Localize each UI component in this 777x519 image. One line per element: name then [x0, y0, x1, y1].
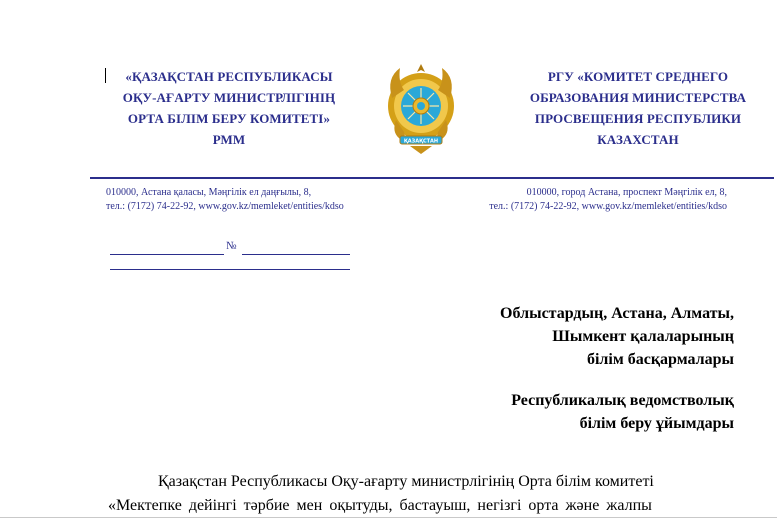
header-left-line: ОРТА БІЛІМ БЕРУ КОМИТЕТІ» [127, 111, 331, 126]
addressee-republican-organizations [511, 389, 734, 435]
address-left [106, 186, 344, 214]
letterhead-divider [90, 177, 774, 179]
header-left-line: «ҚАЗАҚСТАН РЕСПУБЛИКАСЫ [125, 69, 333, 84]
header-right-line: КАЗАХСТАН [597, 132, 679, 147]
header-right-line: РГУ «КОМИТЕТ СРЕДНЕГО [547, 69, 729, 84]
body-line: «Мектепке дейінгі тәрбие мен оқытуды, бастауыш, негізгі орта және жалпы [108, 497, 652, 514]
address-left-line2: тел.: (7172) 74-22-92, www.gov.kz/memleket/entities/kdso [106, 201, 344, 212]
addressee-line: Шымкент қалаларының [552, 328, 734, 345]
number-sign: № [226, 240, 237, 252]
addressee-line: білім басқармалары [586, 351, 734, 368]
address-left-line1: 010000, Астана қаласы, Мәңгілік ел даңғылы, 8, [106, 187, 312, 198]
address-right-line1: 010000, город Астана, проспект Мәңгілік ел, 8, [526, 187, 727, 198]
emblem-banner-text: ҚАЗАҚСТАН [403, 138, 439, 145]
addressee-regional-education [500, 302, 734, 371]
header-right-line: ПРОСВЕЩЕНИЯ РЕСПУБЛИКИ [534, 111, 742, 126]
header-right-line: ОБРАЗОВАНИЯ МИНИСТЕРСТВА [529, 90, 747, 105]
state-emblem-icon [384, 58, 458, 158]
reference-blank-line [110, 269, 350, 270]
address-right-line2: тел.: (7172) 74-22-92, www.gov.kz/memleket/entities/kdso [489, 201, 727, 212]
header-right-russian [498, 66, 777, 150]
addressee-line: Республикалық ведомстволық [511, 392, 734, 409]
header-left-line: РММ [212, 132, 246, 147]
body-line: Қазақстан Республикасы Оқу-ағарту министрлігінің Орта білім комитеті [158, 473, 654, 490]
number-blank-line [242, 254, 350, 255]
header-left-kazakh [96, 66, 362, 150]
letter-body [108, 470, 734, 518]
addressee-line: Облыстардың, Астана, Алматы, [500, 305, 734, 322]
address-right [440, 186, 727, 214]
header-left-line: ОҚУ-АҒАРТУ МИНИСТРЛІГІНІҢ [122, 90, 336, 105]
addressee-line: білім беру ұйымдары [579, 415, 734, 432]
page-edge [0, 517, 777, 518]
date-blank-line [110, 254, 224, 255]
